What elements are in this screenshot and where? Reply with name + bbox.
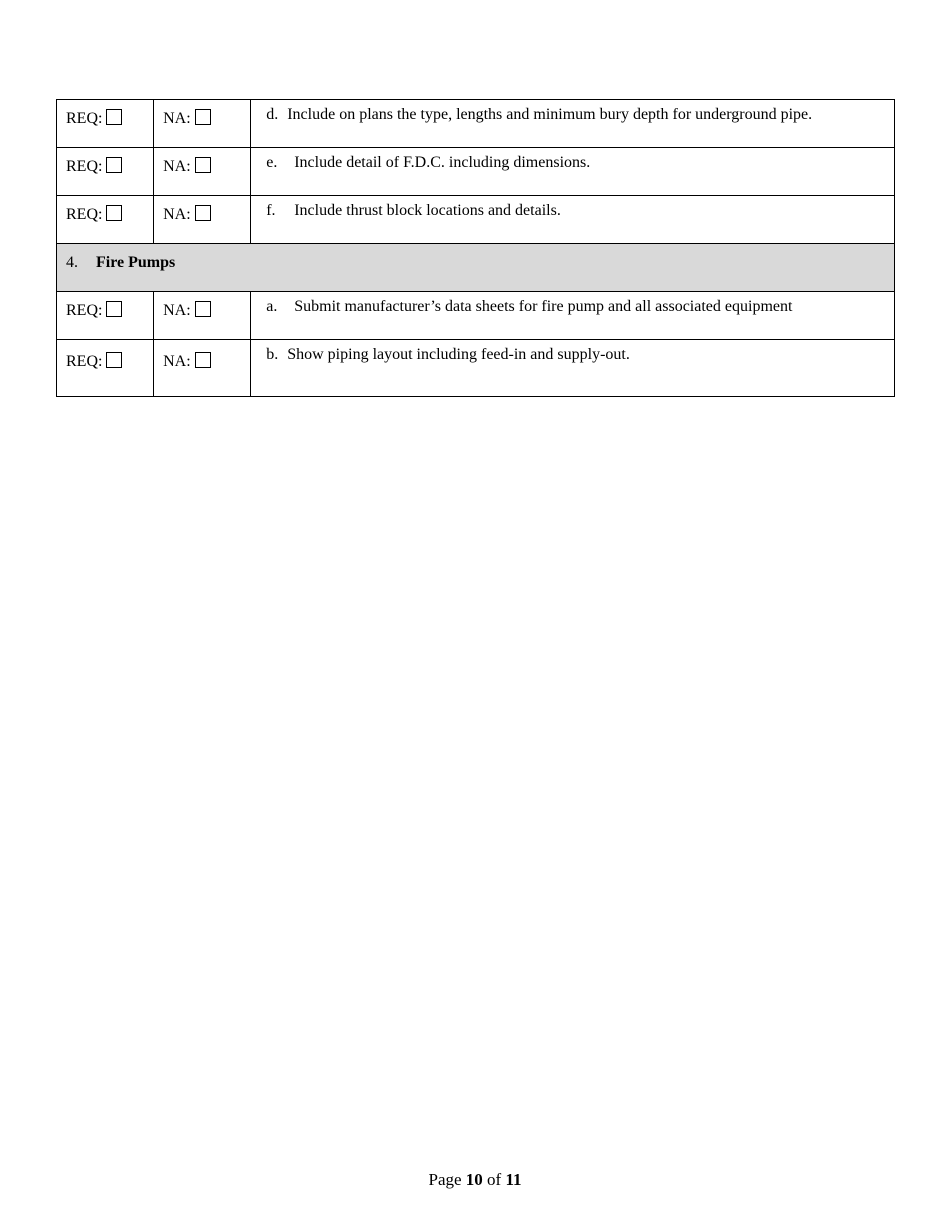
- item-text: Show piping layout including feed-in and supply-out.: [287, 346, 630, 363]
- req-checkbox[interactable]: [106, 352, 122, 368]
- req-cell: [57, 292, 154, 340]
- req-checkbox[interactable]: [106, 157, 122, 173]
- page-word: Page: [428, 1170, 462, 1189]
- req-label: REQ:: [66, 110, 103, 127]
- item-text: Include thrust block locations and details.: [294, 202, 561, 219]
- na-label: NA:: [163, 302, 191, 319]
- req-label: REQ:: [66, 206, 103, 223]
- checklist-table: [56, 99, 895, 397]
- section-title: Fire Pumps: [96, 254, 176, 271]
- na-label: NA:: [163, 206, 191, 223]
- item-cell: [251, 292, 895, 340]
- na-label: NA:: [163, 353, 191, 370]
- na-cell: [154, 340, 251, 397]
- item-text: Include on plans the type, lengths and minimum bury depth for underground pipe.: [287, 106, 813, 123]
- item-letter: e.: [266, 154, 278, 171]
- item-cell: [251, 100, 895, 148]
- req-checkbox[interactable]: [106, 301, 122, 317]
- checklist-row-e: [57, 148, 895, 196]
- item-letter: b.: [266, 346, 279, 363]
- item-text: Submit manufacturer’s data sheets for fire pump and all associated equipment: [294, 298, 793, 315]
- na-checkbox[interactable]: [195, 205, 211, 221]
- page-total: 11: [505, 1170, 522, 1189]
- na-cell: [154, 292, 251, 340]
- na-checkbox[interactable]: [195, 352, 211, 368]
- req-cell: [57, 148, 154, 196]
- req-cell: [57, 100, 154, 148]
- section-number: 4.: [66, 254, 78, 271]
- na-cell: [154, 100, 251, 148]
- item-cell: [251, 196, 895, 244]
- req-label: REQ:: [66, 158, 103, 175]
- item-cell: [251, 148, 895, 196]
- req-label: REQ:: [66, 353, 103, 370]
- req-cell: [57, 196, 154, 244]
- na-checkbox[interactable]: [195, 301, 211, 317]
- na-label: NA:: [163, 110, 191, 127]
- req-checkbox[interactable]: [106, 109, 122, 125]
- na-checkbox[interactable]: [195, 157, 211, 173]
- checklist-row-a: [57, 292, 895, 340]
- page-footer: [0, 1170, 950, 1190]
- checklist-row-b: [57, 340, 895, 397]
- item-letter: d.: [266, 106, 279, 123]
- na-cell: [154, 148, 251, 196]
- checklist-row-f: [57, 196, 895, 244]
- item-letter: f.: [266, 202, 276, 219]
- page-number: 10: [465, 1170, 483, 1189]
- section-header-cell: [57, 244, 895, 292]
- na-checkbox[interactable]: [195, 109, 211, 125]
- of-word: of: [487, 1170, 502, 1189]
- req-checkbox[interactable]: [106, 205, 122, 221]
- na-label: NA:: [163, 158, 191, 175]
- section-header-fire-pumps: [57, 244, 895, 292]
- req-label: REQ:: [66, 302, 103, 319]
- item-text: Include detail of F.D.C. including dimensions.: [294, 154, 591, 171]
- na-cell: [154, 196, 251, 244]
- req-cell: [57, 340, 154, 397]
- item-letter: a.: [266, 298, 278, 315]
- item-cell: [251, 340, 895, 397]
- checklist-row-d: [57, 100, 895, 148]
